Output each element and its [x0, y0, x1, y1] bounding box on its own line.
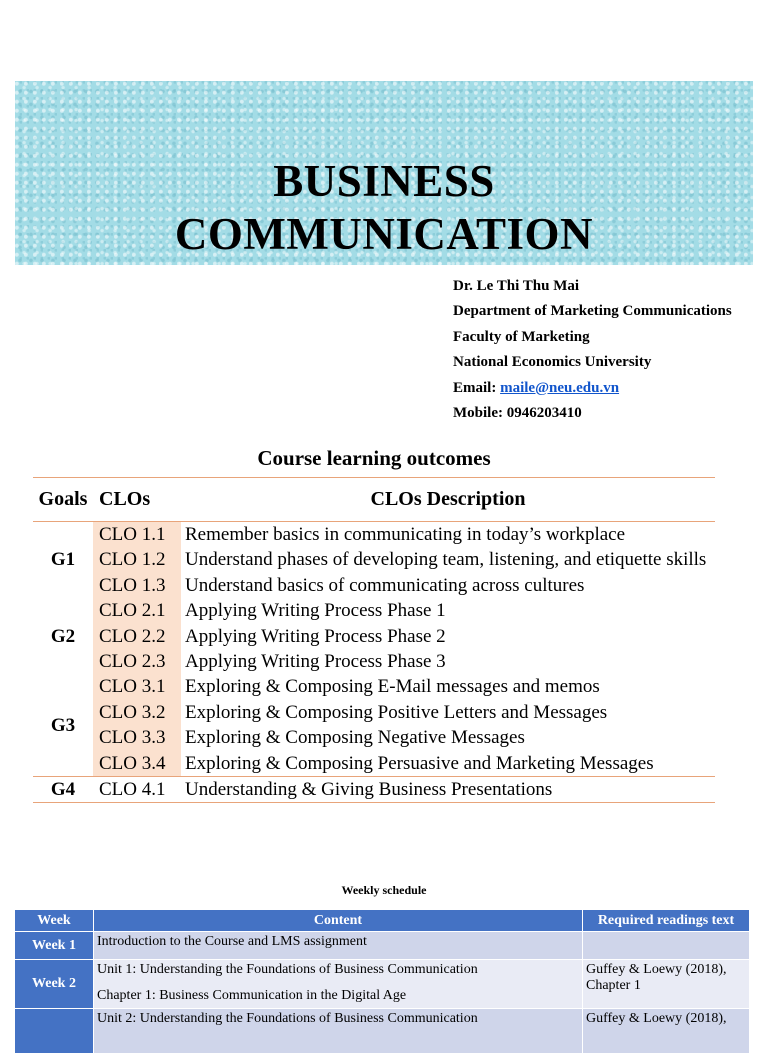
clo-description: Understand basics of communicating across cultures [185, 574, 585, 596]
week-reading: Guffey & Loewy (2018), Chapter 1 [583, 960, 750, 1009]
col-clos: CLOs [93, 478, 181, 522]
clo-description: Understanding & Giving Business Presentations [181, 777, 715, 803]
week-label [15, 1009, 94, 1054]
clo-description: Exploring & Composing E-Mail messages and memos [185, 676, 600, 698]
weekly-schedule-table [14, 909, 750, 1054]
clo-table [33, 477, 715, 803]
col-readings: Required readings text [583, 910, 750, 932]
week-content [94, 932, 583, 960]
week-content [94, 960, 583, 1009]
col-week: Week [15, 910, 94, 932]
title-line-1: BUSINESS [273, 156, 495, 206]
author-name: Dr. Le Thi Thu Mai [453, 278, 580, 294]
clo-code: CLO 3.3 [93, 725, 181, 750]
table-row [15, 960, 750, 1009]
clo-code: CLO 3.2 [93, 700, 181, 725]
clo-description: Remember basics in communicating in today’s workplace [185, 524, 626, 545]
email-link[interactable]: maile@neu.edu.vn [500, 379, 620, 396]
col-goals: Goals [33, 478, 93, 522]
table-row [15, 932, 750, 960]
clo-row [33, 725, 715, 750]
clo-row [33, 598, 715, 623]
clo-code: CLO 4.1 [93, 777, 181, 803]
clo-code: CLO 2.2 [93, 624, 181, 649]
clo-description: Exploring & Composing Persuasive and Marketing Messages [185, 752, 654, 774]
clo-description: Exploring & Composing Negative Messages [185, 727, 525, 749]
clo-row [33, 751, 715, 777]
clo-code: CLO 2.1 [93, 598, 181, 623]
author-mobile: Mobile: 0946203410 [453, 405, 582, 422]
author-faculty: Faculty of Marketing [453, 328, 590, 345]
clo-row [33, 624, 715, 649]
clo-code: CLO 1.3 [93, 573, 181, 598]
clo-row [33, 674, 715, 699]
clo-description: Applying Writing Process Phase 2 [185, 625, 446, 647]
clo-description: Exploring & Composing Positive Letters and Messages [185, 701, 608, 723]
clo-row [33, 573, 715, 598]
table-row [15, 1009, 750, 1054]
clo-row [33, 700, 715, 725]
week-reading: Guffey & Loewy (2018), [583, 1009, 750, 1054]
week-label: Week 2 [15, 960, 94, 1009]
goal-g1: G1 [50, 549, 76, 571]
email-label: Email: [453, 379, 497, 396]
clo-description: Understand phases of developing team, listening, and etiquette skills [185, 549, 707, 571]
clo-description: Applying Writing Process Phase 3 [185, 651, 446, 673]
author-email-line [453, 376, 732, 401]
week-label: Week 1 [15, 932, 94, 960]
clo-heading: Course learning outcomes [257, 446, 491, 470]
content-line: Unit 1: Understanding the Foundations of Business Communication [97, 962, 478, 977]
clo-description: Applying Writing Process Phase 1 [185, 600, 446, 622]
clo-code: CLO 1.2 [93, 547, 181, 572]
content-line: Unit 2: Understanding the Foundations of Business Communication [97, 1011, 478, 1026]
clo-code: CLO 1.1 [93, 522, 181, 548]
weekly-heading: Weekly schedule [341, 883, 427, 897]
page-title [15, 155, 753, 261]
clo-code: CLO 3.1 [93, 674, 181, 699]
author-info [453, 274, 732, 426]
clo-row [33, 522, 715, 548]
goal-g3: G3 [50, 714, 76, 736]
author-department: Department of Marketing Communications [453, 303, 732, 320]
clo-row [33, 547, 715, 572]
title-line-2: COMMUNICATION [174, 209, 594, 259]
clo-code: CLO 2.3 [93, 649, 181, 674]
clo-code: CLO 3.4 [93, 751, 181, 777]
clo-row [33, 777, 715, 803]
col-content: Content [94, 910, 583, 932]
goal-g4: G4 [33, 777, 93, 803]
goal-g2: G2 [50, 625, 76, 647]
clo-row [33, 649, 715, 674]
col-description: CLOs Description [181, 478, 715, 522]
week-reading [583, 932, 750, 960]
content-line: Chapter 1: Business Communication in the Digital Age [97, 988, 407, 1003]
weekly-header-row [15, 910, 750, 932]
author-university: National Economics University [453, 354, 652, 371]
week-content [94, 1009, 583, 1054]
clo-header-row [33, 478, 715, 522]
content-line: Introduction to the Course and LMS assignment [97, 934, 367, 949]
